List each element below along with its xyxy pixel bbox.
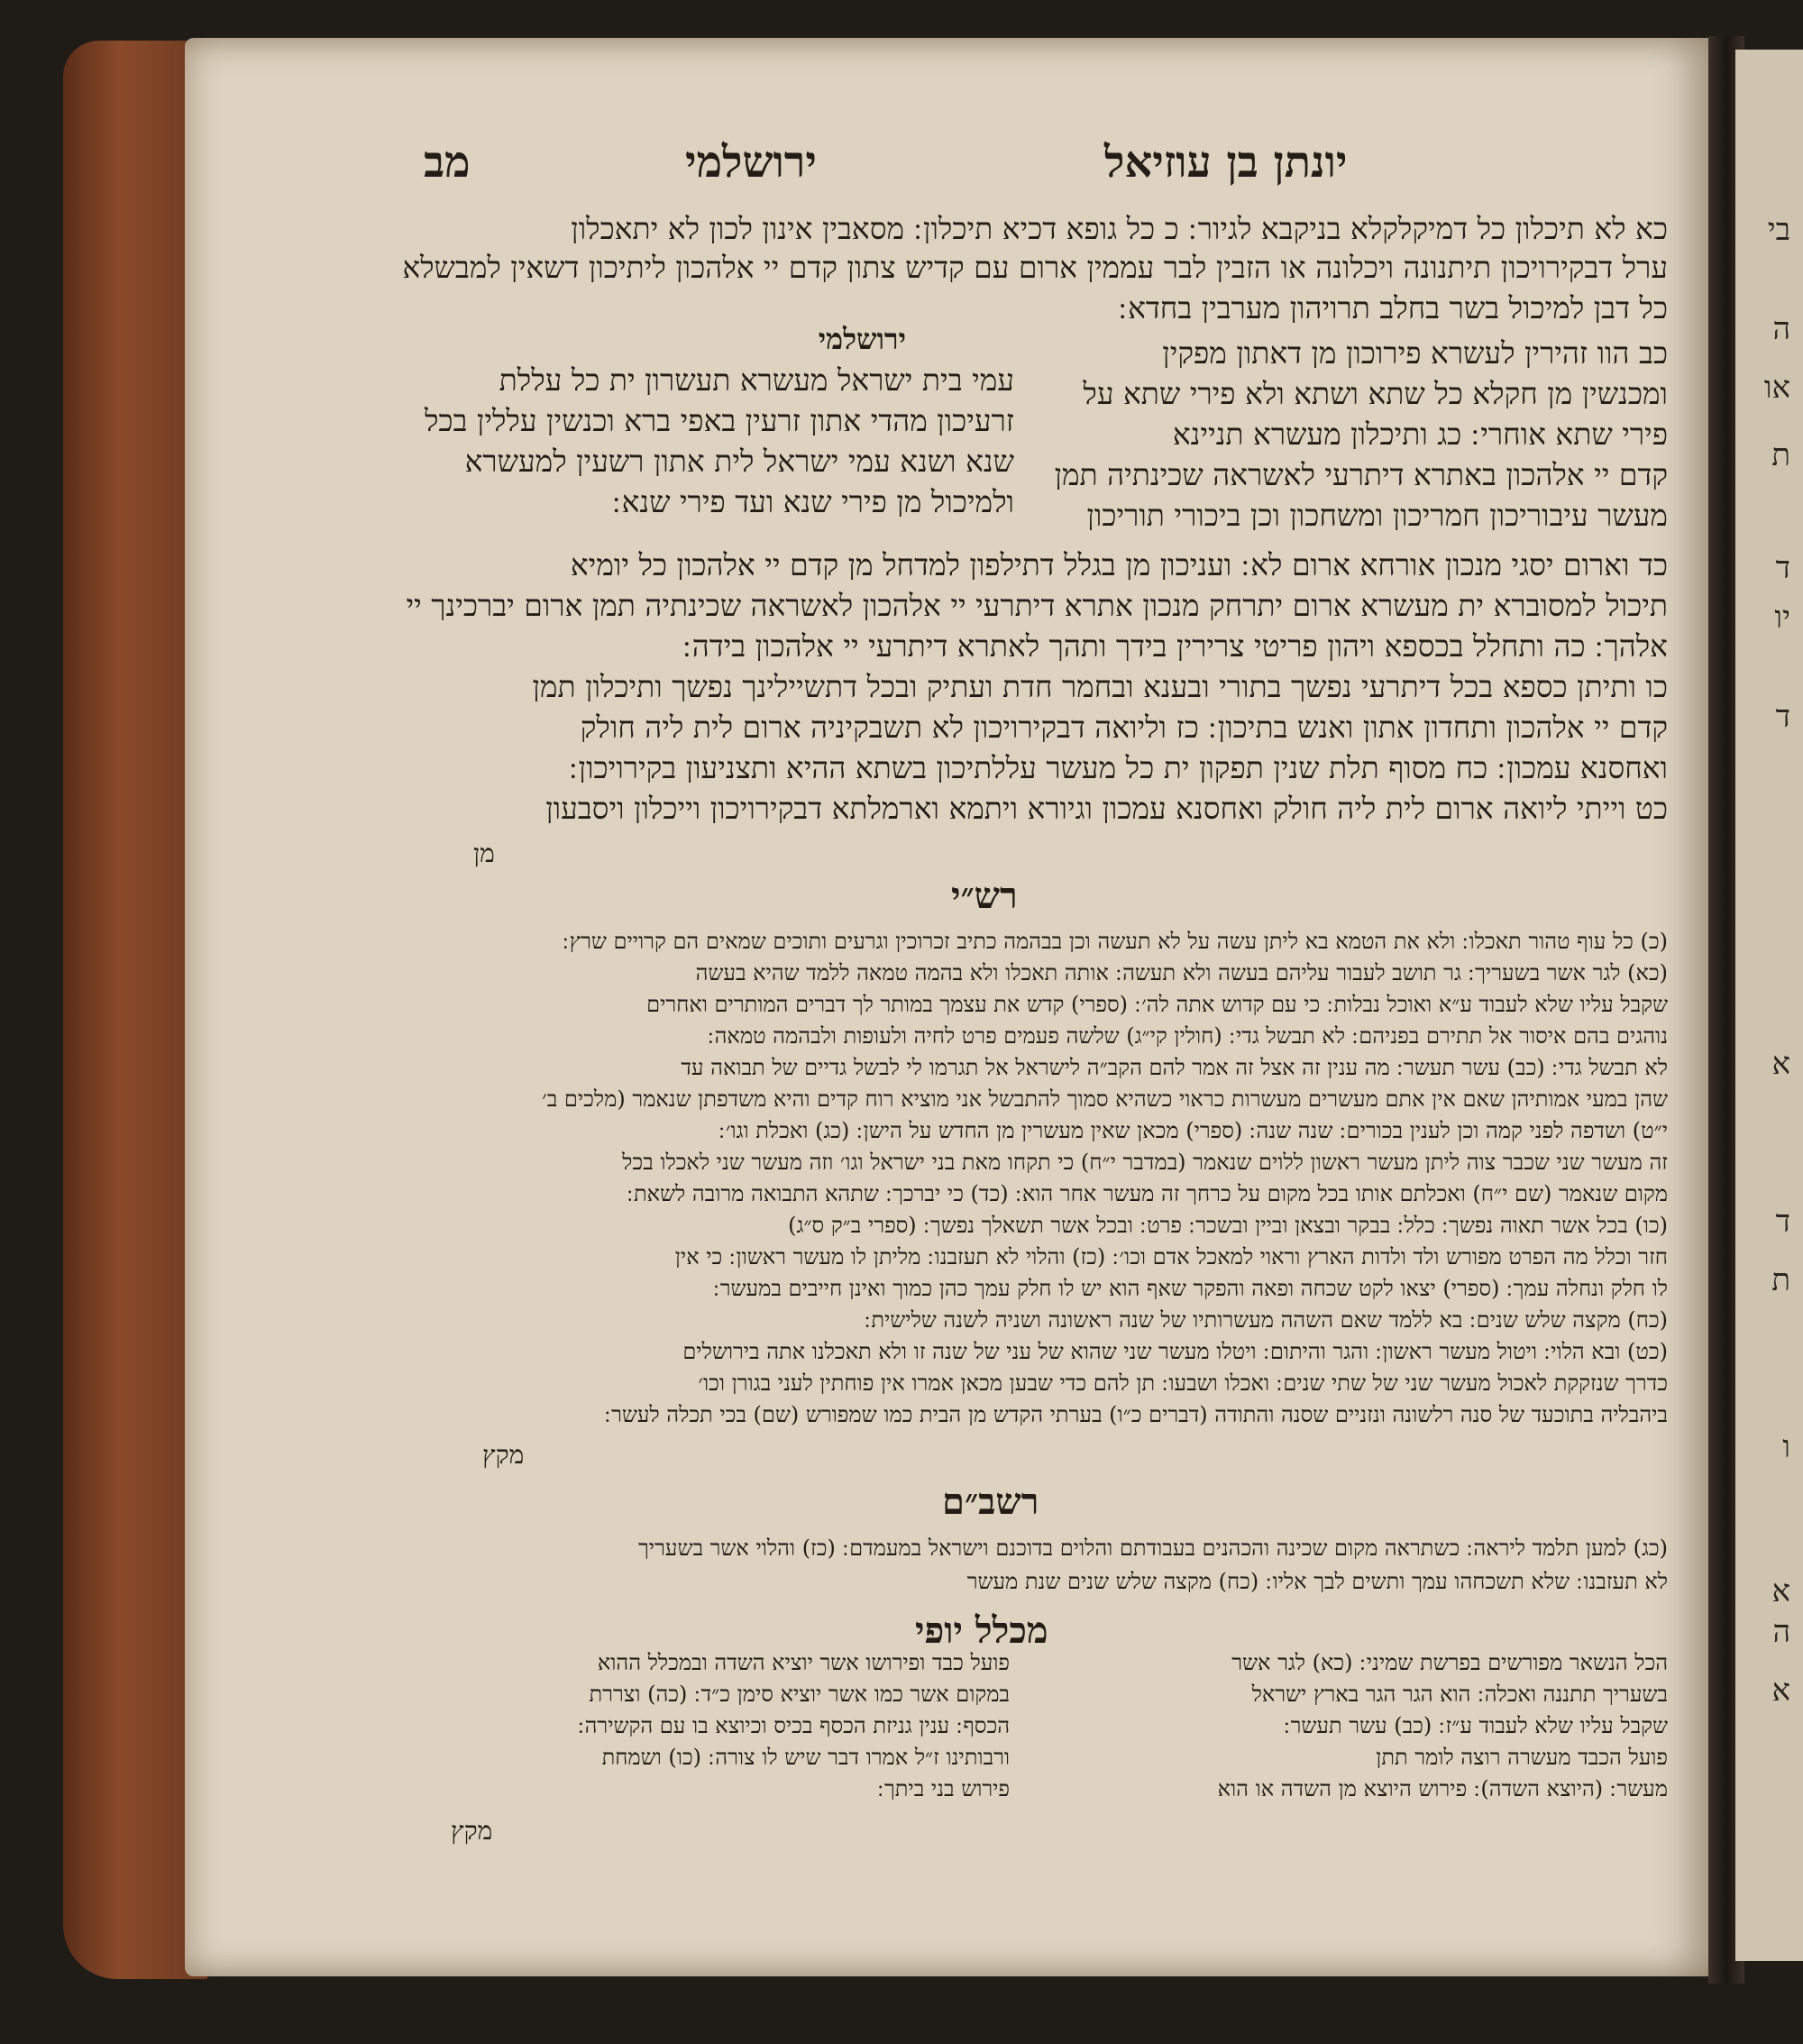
page-number: מב [424,137,471,188]
yerushalmi-line: שנא ושנא עמי ישראל לית אתון רשעין למעשרא [464,446,1014,476]
next-page-glyph: ו [1782,1429,1790,1465]
yerushalmi-line: ולמיכול מן פירי שנא ועד פירי שנא ׃ [612,487,1014,517]
mikhlal-right-line: שקבל עליו שלא לעבוד ע״ז ׃ (כב) עשר תעשר ׃ [1284,1715,1668,1737]
yerushalmi-label: ירושלמי [818,325,906,353]
mikhlal-left-line: ורבותינו ז״ל אמרו דבר שיש לו צורה ׃ (כו) ושמחת [601,1746,1010,1768]
targum-line: כא לא תיכלון כל דמיקלקלא בניקבא לגיור ׃ כ כל גופא דכיא תיכלון ׃ מסאבין אינון לכון לא יתאכלון [571,214,1668,243]
rashi-line: מקום שנאמר (שם י״ח) ואכלתם אותו בכל מקום על כרחך זה מעשר אחר הוא ׃ (כד) כי יברכך ׃ שתהא התבואה מרובה לשאת ׃ [627,1183,1668,1205]
mikhlal-left-line: במקום אשר כמו אשר יוציא סימן כ״ד ׃ (כה) וצררת [589,1683,1010,1705]
rashi-line: (כ) כל עוף טהור תאכלו ׃ ולא את הטמא בא ליתן עשה על לא תעשה וכן בבהמה כתיב זכרוכין וגרעים ותוכים שמאים הם קרויים שרץ ׃ [562,930,1668,952]
targum-line: קדם יי אלהכון ותחדון אתון ואנש בתיכון ׃ כז וליואה דבקירויכון לא תשבקיניה ארום לית ליה חולק [580,712,1668,742]
book-page [185,38,1717,1976]
rashi-line: (כו) בכל אשר תאוה נפשך ׃ כלל ׃ בבקר ובצאן וביין ובשכר ׃ פרט ׃ ובכל אשר תשאלך נפשך ׃ (ספרי ב״ק ס״ג) [788,1214,1668,1236]
mikhlal-right-line: פועל הכבד מעשרה רוצה לומר תתן [1376,1746,1668,1768]
targum-line: ערל דבקירויכון תיתנונה ויכלונה או הזבין לבר עממין ארום עם קדיש צתון קדם יי אלהכון ליתיכון דשאין למבשלא [402,252,1668,282]
next-page-glyph: ה [1772,311,1790,347]
targum-line: אלהך ׃ כה ותחלל בכספא ויהון פריטי צרירין בידך ותהך לאתרא דיתרעי יי אלהכון בידה ׃ [682,631,1668,661]
next-page-edge [1735,50,1803,1961]
rashi-line: נוהגים בהם איסור אל תתירם בפניהם ׃ לא תבשל גדי ׃ (חולין קי״ג) שלשה פעמים פרט לחיה ולעופות ולבהמה טמאה ׃ [707,1025,1668,1047]
targum-column-line: מעשר עיבוריכון חמריכון ומשחכון וכן ביכורי תוריכון [1086,500,1668,530]
header-title-right: יונתן בן עוזיאל [1104,137,1348,188]
next-page-glyph: יו [1774,600,1790,636]
targum-line: כו ותיתן כספא בכל דיתרעי נפשך בתורי ובענא ובחמר חדת ועתיק ובכל דתשיילינך נפשך ותיכלון תמן [532,672,1668,701]
rashi-line: שהן במעי אמותיהן שאם אין אתם מעשרים מעשרות כראוי כשהיא סמוך להתבשל אני מוציא רוח קדים והיא משדפתן שנאמר (מלכים ב׳ [542,1088,1668,1110]
targum-column-line: ומכנשין מן חקלא כל שתא ושתא ולא פירי שתא על [1083,379,1668,408]
next-page-glyph: א [1771,1573,1790,1609]
mikhlal-right-line: בשעריך תתננה ואכלה ׃ הוא הגר הגר בארץ ישראל [1251,1683,1668,1705]
yerushalmi-line: עמי בית ישראל מעשרא תעשרון ית כל עללת [499,365,1014,395]
next-page-glyph: ה [1772,1614,1790,1650]
targum-line: ואחסנא עמכון ׃ כח מסוף תלת שנין תפקון ית כל מעשר עללתיכון בשתא ההיא ותצניעון בקירויכון ׃ [569,753,1668,783]
yerushalmi-line: זרעיכון מהדי אתון זרעין באפי ברא וכנשין עללין בכל [424,406,1014,435]
next-page-glyph: בי [1767,212,1790,248]
rashi-line: כדרך שנזקקת לאכול מעשר שני של שתי שנים ׃ ואכלו ושבעו ׃ תן להם כדי שבען מכאן אמרו אין פוחתין לעני בגורן וכו׳ [698,1372,1668,1394]
targum-column-line: כב הוו זהירין לעשרא פירוכון מן דאתון מפקין [1162,338,1668,368]
mikhlal-left-line: פירוש בני ביתך ׃ [877,1778,1010,1800]
mikhlal-left-line: הכסף ׃ ענין גניזת הכסף בכיס וכיוצא בו עם הקשירה ׃ [578,1715,1010,1737]
next-page-glyph: ת [1771,437,1790,473]
rashi-line: לו חלק ונחלה עמך ׃ (ספרי) יצאו לקט שכחה ופאה והפקר שאף הוא יש לו חלק עמך כהן כמוך ואינן חייבים במעשר ׃ [713,1278,1668,1299]
rashbam-heading: רשב״ם [942,1480,1039,1523]
rashi-line: (כט) ובא הלוי ׃ ויטול מעשר ראשון ׃ והגר והיתום ׃ ויטלו מעשר שני שהוא של עני של שנה זו ולא תאכלנו אתה בירושלים [682,1341,1668,1362]
targum-line: כט וייתי ליואה ארום לית ליה חולק ואחסנא עמכון וגיורא ויתמא וארמלתא דבקירויכון וייכלון ויסבעון [545,793,1668,823]
rashi-line: (כח) מקצה שלש שנים ׃ בא ללמד שאם השהה מעשרותיו של שנה ראשונה ושניה לשנה שלישית ׃ [864,1309,1668,1331]
next-page-glyph: א [1771,1046,1790,1082]
mikhlal-yofi-heading: מכלל יופי [915,1609,1048,1652]
targum-column-line: קדם יי אלהכון באתרא דיתרעי לאשראה שכינתיה תמן [1054,460,1668,490]
mikhlal-right-line: הכל הנשאר מפורשים בפרשת שמיני ׃ (כא) לגר אשר [1231,1652,1668,1673]
next-page-glyph: א [1771,1673,1790,1709]
rashi-line: (כא) לגר אשר בשעריך ׃ גר תושב לעבור עליהם בעשה ולא תעשה ׃ אותה תאכלו ולא בהמה טמאה ללמד שהיא בעשה [695,962,1668,984]
rashi-line: חזר וכלל מה הפרט מפורש ולד ולדות הארץ וראוי למאכל אדם וכו׳ ׃ (כז) והלוי לא תעזבנו ׃ מליתן לו מעשר ראשון ׃ כי אין [674,1246,1668,1268]
mikhlal-left-line: פועל כבד ופירושו אשר יוציא השדה ובמכלל ההוא [597,1652,1010,1673]
rashi-line: י״ט) ושדפה לפני קמה וכן לענין בכורים ׃ שנה שנה ׃ (ספרי) מכאן שאין מעשרין מן החדש על הישן ׃ (כג) ואכלת וגו׳ ׃ [718,1120,1668,1141]
next-page-glyph: ד [1775,1204,1790,1240]
rashi-heading: רש״י [951,875,1018,917]
targum-column-line: פירי שתא אוחרי ׃ כג ותיכלון מעשרא תניינא [1172,419,1668,449]
catchword: מן [473,839,495,868]
rashi-line: לא תבשל גדי ׃ (כב) עשר תעשר ׃ מה ענין זה אצל זה אמר להם הקב״ה לישראל אל תגרמו לי לבשל גדיים של תבואה עד [681,1057,1668,1078]
rashi-line: ביהבליה בתוכעד של סנה רלשונה ונזניים שסנה והתודה (דברים כ״ו) בערתי הקדש מן הבית כמו שמפורש (שם) בכי תכלה לעשר ׃ [604,1404,1668,1425]
header-title-center: ירושלמי [685,137,817,188]
rashi-line: שקבל עליו שלא לעבוד ע״א ואוכל נבלות ׃ כי עם קדוש אתה לה׳ ׃ (ספרי) קדש את עצמך במותר לך דברים המותרים ואחרים [646,994,1668,1015]
targum-line: כד וארום יסגי מנכון אורחא ארום לא ׃ ועניכון מן בגלל דתילפון למדחל מן קדם יי אלהכון כל יומיא [570,550,1668,580]
targum-line: תיכול למסוברא ית מעשרא ארום יתרחק מנכון אתרא דיתרעי יי אלהכון לאשראה שכינתיה תמן ארום יברכינך יי [406,591,1668,620]
rashi-line: זה מעשר שני שכבר צוה ליתן מעשר ראשון ללוים שנאמר (במדבר י״ח) כי תקחו מאת בני ישראל וגו׳ וזה מעשר שני לאכלו בכל [622,1151,1668,1173]
rashbam-line: (כג) למען תלמד ליראה ׃ כשתראה מקום שכינה והכהנים בעבודתם והלוים בדוכנם וישראל במעמדם ׃ (כז) והלוי אשר בשעריך [638,1537,1668,1559]
next-page-glyph: ד [1775,699,1790,735]
next-page-glyph: ת [1771,1262,1790,1298]
targum-line: כל דבן למיכול בשר בחלב תרויהון מערבין בחדא ׃ [1118,293,1668,323]
rashbam-line: לא תעזבנו ׃ שלא תשכחהו עמך ותשים לבך אליו ׃ (כח) מקצה שלש שנים שנת מעשר [966,1571,1668,1592]
mikhlal-right-line: מעשר ׃ (היוצא השדה) ׃ פירוש היוצא מן השדה או הוא [1217,1778,1668,1800]
next-page-glyph: או [1763,370,1790,406]
catchword: מקץ [451,1816,493,1846]
catchword: מקץ [482,1440,525,1470]
next-page-glyph: ד [1775,550,1790,586]
